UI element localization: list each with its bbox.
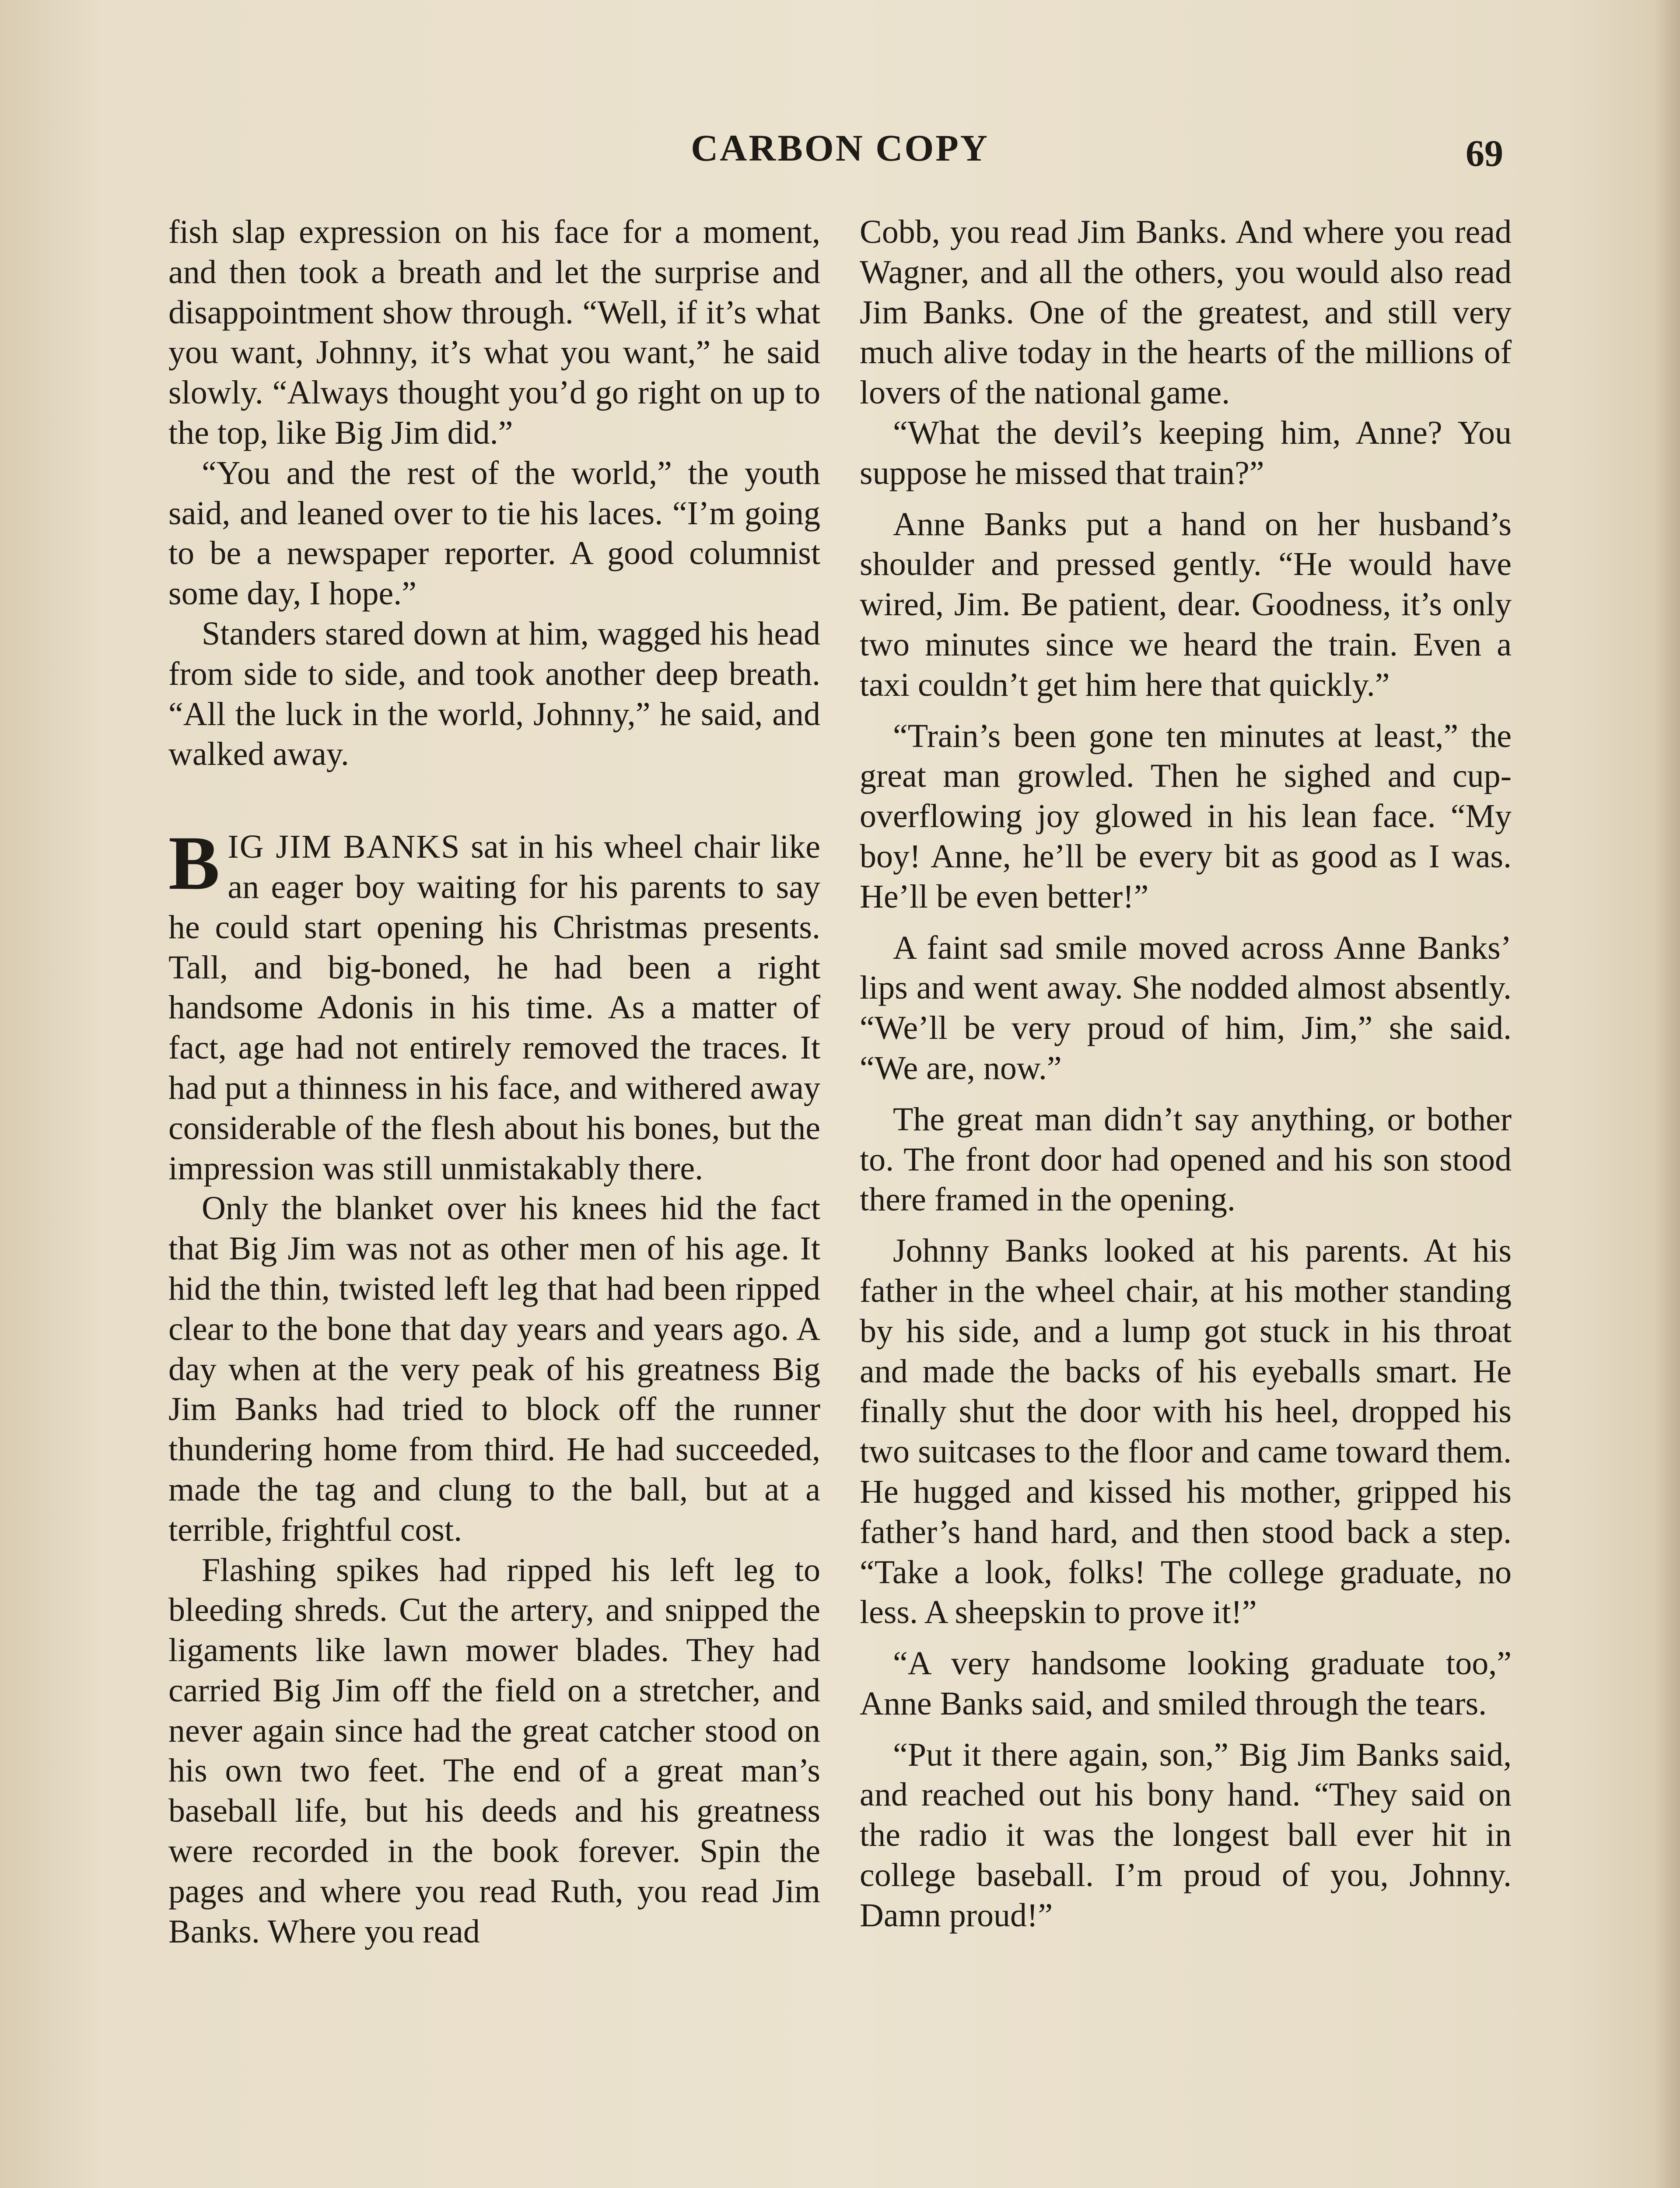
paragraph-text: sat in his wheel chair like an eager boy waiting for his parents to say he could start opening his Christmas presents. Tall, and big-boned, he had been a right handsome Adonis in his time. As a matter of fact, age had not entirely removed the traces. It had put a thinness in his face, and withered away considerable of the flesh about his bones, but the impression was still unmistakably there. xyxy=(168,828,820,1187)
paragraph: “Put it there again, son,” Big Jim Banks said, and reached out his bony hand. “They said on the radio it was the longest ball ever hit in college baseball. I’m proud of you, Johnny. Damn proud!” xyxy=(860,1736,1512,1934)
paragraph: “You and the rest of the world,” the youth said, and leaned over to tie his laces. “I’m going to be a newspaper reporter. A good columnist some day, I hope.” xyxy=(168,454,820,612)
paragraph: Standers stared down at him, wagged his head from side to side, and took another deep breath. “All the luck in the world, Johnny,” he said, and walked away. xyxy=(168,615,820,773)
drop-cap: B xyxy=(168,820,220,906)
section-opening-paragraph xyxy=(168,820,820,1189)
lead-in-caps: IG JIM BANKS xyxy=(228,828,461,866)
right-column xyxy=(860,212,1512,1936)
paragraph: Only the blanket over his knees hid the fact that Big Jim was not as other men of his age. It hid the thin, twisted left leg that had been ripped clear to the bone that day years and years ago. A day when at the very peak of his greatness Big Jim Banks had tried to block off the runner thundering home from third. He had succeeded, made the tag and clung to the ball, but at a terrible, frightful cost. xyxy=(168,1190,820,1548)
paragraph: Johnny Banks looked at his parents. At his father in the wheel chair, at his mother standing by his side, and a lump got stuck in his throat and made the backs of his eyeballs smart. He finally shut the door with his heel, dropped his two suitcases to the floor and came toward them. He hugged and kissed his mother, gripped his father’s hand hard, and then stood back a step. “Take a look, folks! The college graduate, no less. A sheepskin to prove it!” xyxy=(860,1232,1512,1631)
left-column xyxy=(168,212,820,1952)
paragraph: “What the devil’s keeping him, Anne? You suppose he missed that train?” xyxy=(860,414,1512,491)
paragraph: Flashing spikes had ripped his left leg to bleeding shreds. Cut the artery, and snipped the ligaments like lawn mower blades. They had carried Big Jim off the field on a stretcher, and never again since had the great catcher stood on his own two feet. The end of a great man’s baseball life, but his deeds and his greatness were recorded in the book forever. Spin the pages and where you read Ruth, you read Jim Banks. Where you read xyxy=(168,1551,820,1950)
paragraph: A faint sad smile moved across Anne Banks’ lips and went away. She nodded almost absently. “We’ll be very proud of him, Jim,” she said. “We are, now.” xyxy=(860,929,1512,1087)
paragraph: “Train’s been gone ten minutes at least,” the great man growled. Then he sighed and cup-overflowing joy glowed in his lean face. “My boy! Anne, he’ll be every bit as good as I was. He’ll be even better!” xyxy=(860,717,1512,915)
paragraph: The great man didn’t say anything, or bother to. The front door had opened and his son stood there framed in the opening. xyxy=(860,1101,1512,1218)
paragraph: fish slap expression on his face for a moment, and then took a breath and let the surprise and disappointment show through. “Well, if it’s what you want, Johnny, it’s what you want,” he said slowly. “Always thought you’d go right on up to the top, like Big Jim did.” xyxy=(168,214,820,451)
page-edge-shadow xyxy=(1654,0,1680,2188)
paragraph: Anne Banks put a hand on her husband’s shoulder and pressed gently. “He would have wired, Jim. Be patient, dear. Goodness, it’s only two minutes since we heard the train. Even a taxi couldn’t get him here that quickly.” xyxy=(860,505,1512,703)
paragraph: Cobb, you read Jim Banks. And where you read Wagner, and all the others, you would also read Jim Banks. One of the greatest, and still very much alive today in the hearts of the millions of lovers of the national game. xyxy=(860,214,1512,411)
page-number: 69 xyxy=(1466,132,1503,174)
paragraph: “A very handsome looking graduate too,” Anne Banks said, and smiled through the tears. xyxy=(860,1645,1512,1722)
running-title: CARBON COPY xyxy=(691,127,989,169)
